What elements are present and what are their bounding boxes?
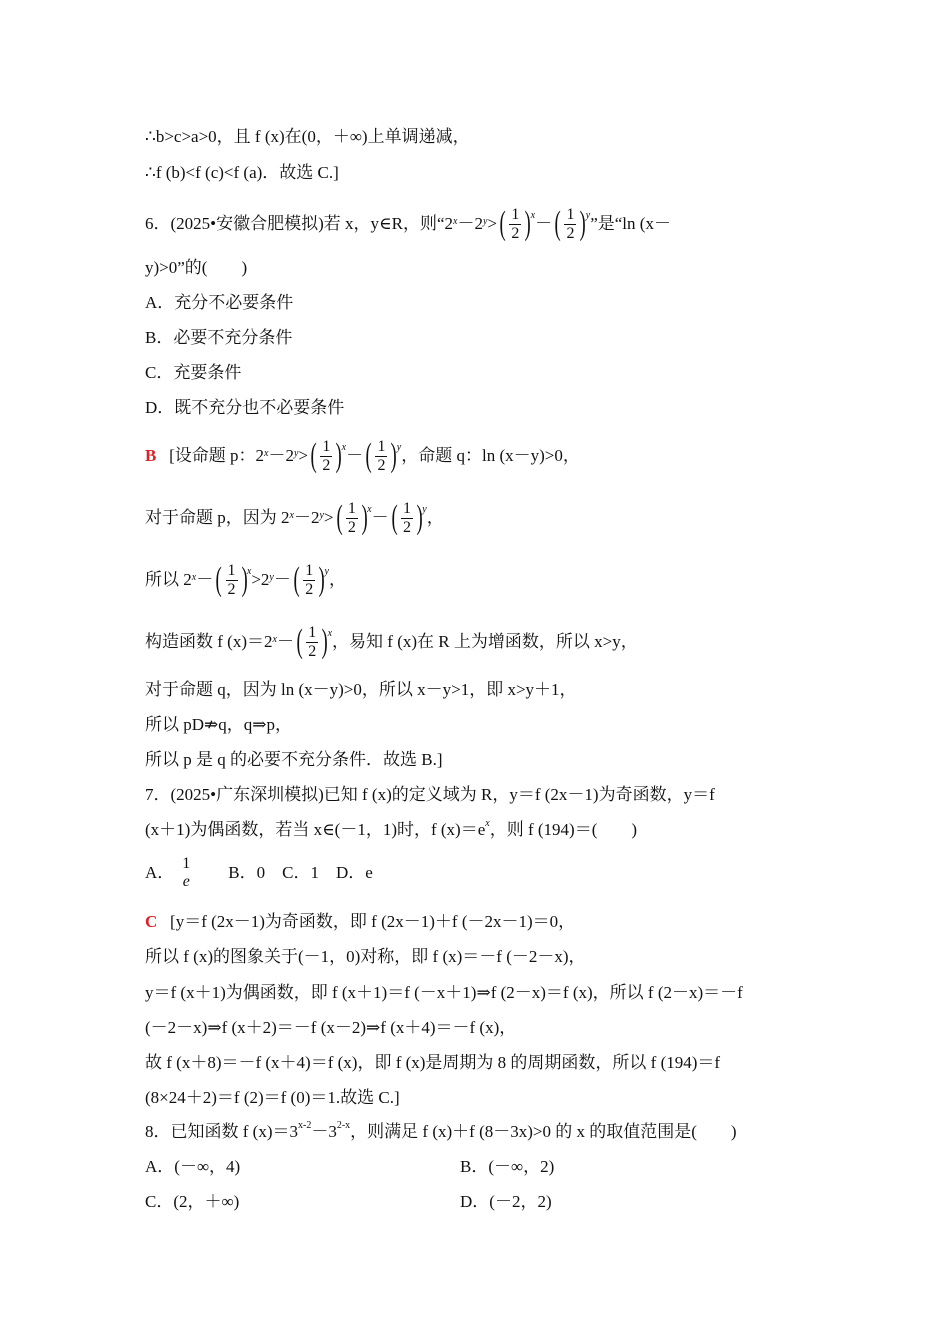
exponent: x (485, 818, 490, 830)
denominator: 2 (566, 224, 575, 242)
numerator: 1 (182, 855, 191, 872)
text-segment: 6．(2025•安徽合肥模拟)若 x，y∈R，则“2 (145, 214, 453, 233)
solution-7-line-1 (145, 910, 575, 934)
denominator: 2 (305, 580, 314, 598)
text-segment: 对于命题 p，因为 2 (145, 508, 290, 527)
fraction-power: ( $\frac{1}{2}$ ) x (310, 437, 347, 474)
text-line: 所以 p 是 q 的必要不充分条件．故选 B.] (145, 750, 443, 769)
option-a: A．充分不必要条件 (145, 293, 294, 312)
text-segment: ， (426, 508, 444, 527)
fraction-power: ( $\frac{1}{2}$ ) x (336, 499, 372, 536)
text-segment: >2 (251, 570, 270, 589)
exponent: x (246, 566, 252, 577)
text-segment: －3 (311, 1122, 337, 1141)
exponent: y (324, 566, 329, 577)
text-segment: > (323, 508, 334, 527)
text-line: y)>0”的( ) (145, 258, 248, 277)
option-d: D．既不充分也不必要条件 (145, 398, 345, 417)
solution-6-line-4: 构造函数 f (x)＝2 $^x$ － ( $\frac{1}{2}$ ) x ，易知 f (x)在 R 上为增函数，所以 x>y， (145, 623, 638, 660)
denominator: 2 (347, 518, 356, 536)
text-segment: 构造函数 f (x)＝2 (145, 632, 273, 651)
text-segment: (x＋1)为偶函数，若当 x∈(－1，1)时，f (x)＝e (145, 820, 486, 839)
text-line: 所以 f (x)的图象关于(－1，0)对称，即 f (x)＝－f (－2－x)， (145, 947, 586, 966)
text-segment: ，则满足 f (x)＋f (8－3x)>0 的 x 的取值范围是( ) (350, 1122, 737, 1141)
options-rest: B．0 C．1 D．e (228, 863, 373, 882)
numerator: 1 (308, 623, 317, 641)
text-segment: － (346, 446, 364, 465)
text-segment: － (371, 508, 389, 527)
question-8-stem (145, 1120, 737, 1144)
text-line: ∴b>c>a>0，且 f (x)在(0，＋∞)上单调递减， (145, 127, 470, 146)
exponent: y (422, 504, 427, 515)
option-d: D．(－2，2) (460, 1192, 552, 1211)
option-b: B．必要不充分条件 (145, 328, 293, 347)
option-b: B．(－∞，2) (460, 1157, 555, 1176)
numerator: 1 (377, 437, 386, 455)
exponent: x (367, 504, 372, 515)
text-segment: － (196, 570, 214, 589)
text-segment: 8．已知函数 f (x)＝3 (145, 1122, 298, 1141)
answer-badge: B (145, 446, 157, 465)
answer-badge: C (145, 912, 158, 931)
text-segment: ， (328, 570, 346, 589)
fraction (180, 855, 192, 891)
numerator: 1 (227, 561, 236, 579)
text-line: (－2－x)⇒f (x＋2)＝－f (x－2)⇒f (x＋4)＝－f (x)， (145, 1018, 517, 1037)
denominator: 2 (227, 580, 236, 598)
numerator: 1 (511, 205, 520, 223)
question-6-stem: 6．(2025•安徽合肥模拟)若 x，y∈R，则“2 $^x$ －2 $^y$ > ( $\frac{1}{2}$ ) x － ( $\frac{1}{2}$ ) y ”是“ln (x－ (145, 205, 671, 242)
exponent: x (341, 442, 347, 453)
solution-6-line-3: 所以 2 $^x$ － ( $\frac{1}{2}$ ) x >2 $^y$ － ( $\frac{1}{2}$ ) y ， (145, 561, 346, 598)
exponent: 2-x (336, 1120, 351, 1132)
fraction-power: ( $\frac{1}{2}$ ) x (296, 623, 333, 660)
text-segment: ，易知 f (x)在 R 上为增函数，所以 x>y， (332, 632, 638, 651)
text-segment: －2 (457, 214, 483, 233)
question-7-options (145, 852, 373, 894)
text-segment: [设命题 p：2 (169, 446, 265, 465)
text-segment: －2 (268, 446, 294, 465)
fraction-power: ( $\frac{1}{2}$ ) y (391, 499, 427, 536)
denominator: 2 (377, 456, 386, 474)
exponent: y (396, 442, 402, 453)
text-segment: [y＝f (2x－1)为奇函数，即 f (2x－1)＋f (－2x－1)＝0， (170, 912, 576, 931)
text-line: 所以 pD⇏q，q⇒p， (145, 715, 293, 734)
text-segment: > (487, 214, 497, 233)
fraction-power: ( $\frac{1}{2}$ ) y (365, 437, 402, 474)
numerator: 1 (566, 205, 575, 223)
exponent: y (585, 210, 591, 221)
question-7-line-1: 7．(2025•广东深圳模拟)已知 f (x)的定义域为 R，y＝f (2x－1)为奇函数，y＝f (145, 785, 715, 804)
solution-6-line-2: 对于命题 p，因为 2 $^x$ －2 $^y$ > ( $\frac{1}{2}$ ) x － ( $\frac{1}{2}$ ) y ， (145, 499, 444, 536)
denominator: 2 (308, 642, 317, 660)
text-segment: ”是“ln (x－ (590, 214, 671, 233)
text-line: 故 f (x＋8)＝－f (x＋4)＝f (x)，即 f (x)是周期为 8 的周期函数，所以 f (194)＝f (145, 1053, 721, 1072)
text-line: ∴f (b)<f (c)<f (a)．故选 C.] (145, 163, 339, 182)
fraction-power: ( $\frac{1}{2}$ ) x (215, 561, 252, 598)
fraction-power: ( $\frac{1}{2}$ ) y (554, 205, 591, 242)
numerator: 1 (402, 499, 411, 517)
text-line: 对于命题 q，因为 ln (x－y)>0，所以 x－y>1，即 x>y＋1， (145, 680, 577, 699)
option-c: C．(2，＋∞) (145, 1192, 240, 1211)
text-segment: －2 (293, 508, 320, 527)
numerator: 1 (347, 499, 356, 517)
text-segment: ，命题 q：ln (x－y)>0， (401, 446, 580, 465)
text-line: y＝f (x＋1)为偶函数，即 f (x＋1)＝f (－x＋1)⇒f (2－x)＝f (x)，所以 f (2－x)＝－f (145, 983, 743, 1002)
text-line: (8×24＋2)＝f (2)＝f (0)＝1.故选 C.] (145, 1088, 400, 1107)
denominator: 2 (322, 456, 331, 474)
text-segment: － (535, 214, 553, 233)
option-a: A．(－∞，4) (145, 1157, 241, 1176)
option-c: C．充要条件 (145, 363, 242, 382)
exponent: x-2 (297, 1120, 312, 1132)
fraction-power: ( $\frac{1}{2}$ ) y (293, 561, 329, 598)
text-segment: 所以 2 (145, 570, 192, 589)
exponent: x (327, 628, 333, 639)
text-segment: － (273, 570, 291, 589)
text-segment: ，则 f (194)＝( ) (489, 820, 638, 839)
option-a-label: A． (145, 863, 175, 882)
text-segment: － (276, 632, 294, 651)
question-7-line-2 (145, 818, 637, 842)
numerator: 1 (322, 437, 331, 455)
solution-6-line-1: B [设命题 p：2 $^x$ －2 $^y$ > ( $\frac{1}{2}$ ) x － ( $\frac{1}{2}$ ) y ，命题 q：ln (x－y)>0， (145, 437, 580, 474)
exponent: x (530, 210, 536, 221)
fraction-power: ( $\frac{1}{2}$ ) x (499, 205, 536, 242)
denominator: e (182, 873, 190, 890)
denominator: 2 (511, 224, 520, 242)
text-segment: > (298, 446, 309, 465)
numerator: 1 (305, 561, 314, 579)
denominator: 2 (402, 518, 411, 536)
